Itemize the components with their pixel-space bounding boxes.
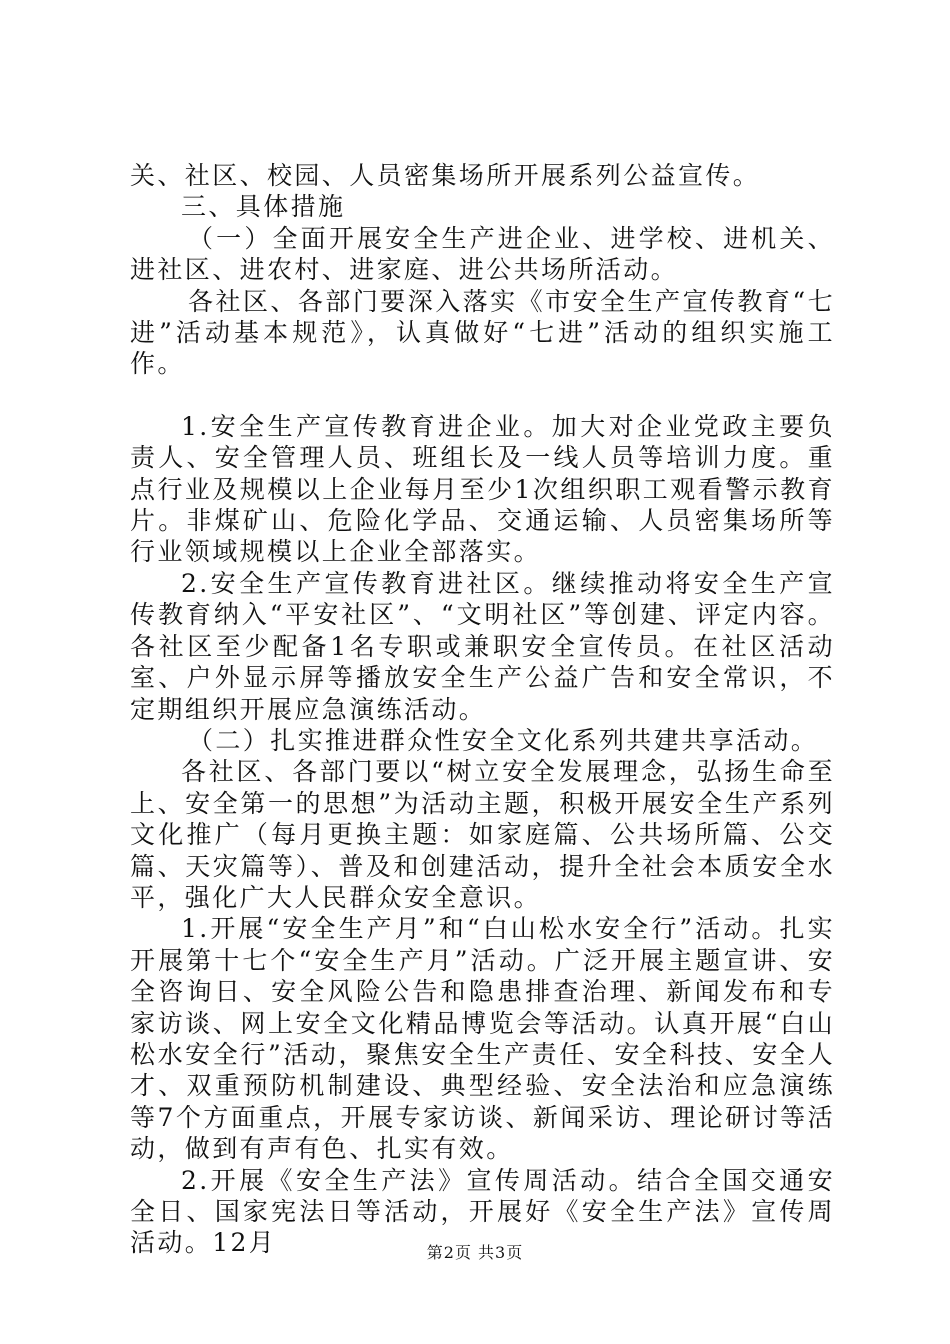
paragraph-gap <box>130 380 835 411</box>
page-number: 第2页 共3页 <box>426 1243 524 1262</box>
section-heading: 三、具体措施 <box>181 192 346 222</box>
list-item: 1.开展“安全生产月”和“白山松水安全行”活动。扎实开展第十七个“安全生产月”活动。广泛开展主题宣讲、安全咨询日、安全风险公告和隐患排查治理、新闻发布和专家访谈、网上安全文化精品博览会等活动。认真开展“白山松水安全行”活动，聚焦安全生产责任、安全科技、安全人才、双重预防机制建设、典型经验、安全法治和应急演练等7个方面重点，开展专家访谈、新闻采访、理论研讨等活动，做到有声有色、扎实有效。 <box>130 914 835 1164</box>
list-item: 2.开展《安全生产法》宣传周活动。结合全国交通安全日、国家宪法日等活动，开展好《安全生产法》宣传周活动。12月 <box>130 1165 835 1258</box>
subsection-heading: （二）扎实推进群众性安全文化系列共建共享活动。 <box>188 725 819 755</box>
page-footer <box>0 1240 950 1263</box>
document-body <box>130 160 835 1259</box>
list-item: 1.安全生产宣传教育进企业。加大对企业党政主要负责人、安全管理人员、班组长及一线人员等培训力度。重点行业及规模以上企业每月至少1次组织职工观看警示教育片。非煤矿山、危险化学品、交通运输、人员密集场所等行业领域规模以上企业全部落实。 <box>130 411 835 567</box>
paragraph-continuation: 关、社区、校园、人员密集场所开展系列公益宣传。 <box>130 161 761 190</box>
paragraph: 各社区、各部门要深入落实《市安全生产宣传教育“七进”活动基本规范》，认真做好“七进”活动的组织实施工作。 <box>130 286 835 379</box>
paragraph: 各社区、各部门要以“树立安全发展理念，弘扬生命至上、安全第一的思想”为活动主题，积极开展安全生产系列文化推广（每月更换主题：如家庭篇、公共场所篇、公交篇、天灾篇等）、普及和创建活动，提升全社会本质安全水平，强化广大人民群众安全意识。 <box>130 757 835 912</box>
subsection-heading: （一）全面开展安全生产进企业、进学校、进机关、进社区、进农村、进家庭、进公共场所活动。 <box>130 223 835 285</box>
list-item: 2.安全生产宣传教育进社区。继续推动将安全生产宣传教育纳入“平安社区”、“文明社区”等创建、评定内容。各社区至少配备1名专职或兼职安全宣传员。在社区活动室、户外显示屏等播放安全生产公益广告和安全常识，不定期组织开展应急演练活动。 <box>130 568 835 724</box>
